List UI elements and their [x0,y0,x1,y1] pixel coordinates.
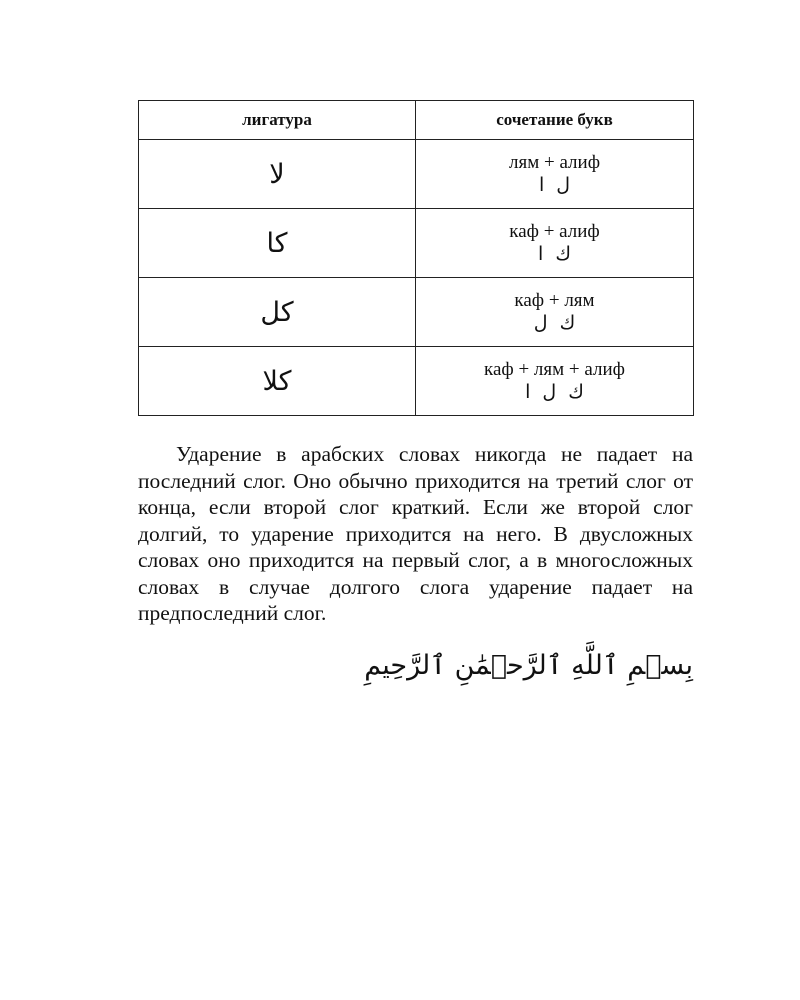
table-row [139,140,694,209]
combination-letters: ل ا [538,174,571,196]
table-row [139,278,694,347]
ligature-cell [139,140,416,209]
ligature-cell [139,347,416,416]
ligature-cell [139,278,416,347]
ligature-glyph: كلا [262,365,292,397]
combination-name: каф + лям [514,290,595,311]
ligature-table [138,100,694,416]
column-header-letter-combination: сочетание букв [416,101,694,140]
combination-name: каф + алиф [509,221,600,242]
stress-rules-paragraph: Ударение в арабских словах никогда не падает на последний слог. Оно обычно приходится на третий слог от конца, если второй слог краткий. Если же второй слог долгий, то ударение приходится на него. В двусложных словах оно приходится на первый слог, а в многосложных словах в случае долгого слога ударение падает на предпоследний слог. [138,442,693,625]
combination-letters: ك ل [533,312,576,334]
combination-name: каф + лям + алиф [484,359,625,380]
combination-cell [416,140,694,209]
combination-cell [416,209,694,278]
combination-name: лям + алиф [508,152,601,173]
basmala-text: بِسۡمِ ٱللَّهِ ٱلرَّحۡمَٰنِ ٱلرَّحِيمِ [364,650,693,681]
combination-cell [416,278,694,347]
table-header-row [139,101,694,140]
column-header-ligature: лигатура [139,101,416,140]
table-row [139,209,694,278]
ligature-glyph: كل [260,296,294,328]
ligature-cell [139,209,416,278]
combination-letters: ك ا [538,243,571,265]
combination-cell [416,347,694,416]
ligature-glyph: كا [266,227,288,259]
combination-letters: ك ل ا [525,381,584,403]
ligature-glyph: لا [269,158,285,190]
table-row [139,347,694,416]
